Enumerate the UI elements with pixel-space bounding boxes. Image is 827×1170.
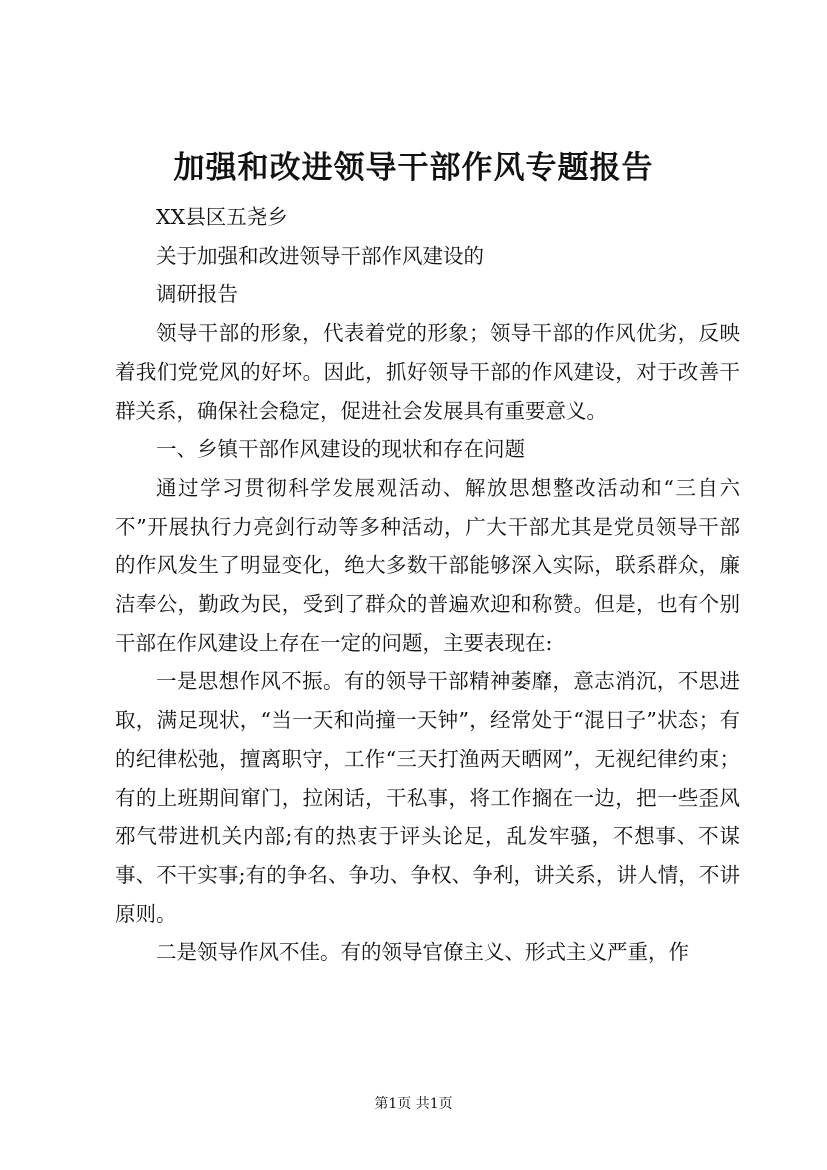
paragraph-heading-report: 调研报告 xyxy=(156,282,238,307)
paragraph-heading-county: XX县区五尧乡 xyxy=(156,205,288,229)
paragraph-heading-subject: 关于加强和改进领导干部作风建设的 xyxy=(156,243,484,268)
page-footer: 第1页 共1页 xyxy=(374,1096,453,1112)
paragraph-status: 通过学习贯彻科学发展观活动、解放思想整改活动和“三自六不”开展执行力亮剑行动等多种活动，广大干部尤其是党员领导干部的作风发生了明显变化，绝大多数干部能够深入实际，联系群众，廉洁奉公，勤政为民，受到了群众的普遍欢迎和称赞。但是，也有个别干部在作风建设上存在一定的问题，主要表现在: xyxy=(115,475,740,655)
document-title: 加强和改进领导干部作风专题报告 xyxy=(173,150,654,186)
paragraph-intro: 领导干部的形象，代表着党的形象；领导干部的作风优劣，反映着我们党党风的好坏。因此，抓好领导干部的作风建设，对于改善干群关系，确保社会稳定，促进社会发展具有重要意义。 xyxy=(115,321,740,423)
section-heading-1: 一、乡镇干部作风建设的现状和存在问题 xyxy=(156,437,525,462)
paragraph-point-2: 二是领导作风不佳。有的领导官僚主义、形式主义严重，作 xyxy=(156,940,689,965)
document-body xyxy=(115,198,740,972)
paragraph-point-1: 一是思想作风不振。有的领导干部精神萎靡，意志消沉，不思进取，满足现状，“当一天和尚撞一天钟”，经常处于“混日子”状态；有的纪律松弛，擅离职守，工作“三天打渔两天晒网”，无视纪律约束；有的上班期间窜门，拉闲话，干私事，将工作搁在一边，把一些歪风邪气带进机关内部;有的热衷于评头论足，乱发牢骚，不想事、不谋事、不干实事;有的争名、争功、争权、争利，讲关系，讲人情，不讲原则。 xyxy=(115,669,740,926)
